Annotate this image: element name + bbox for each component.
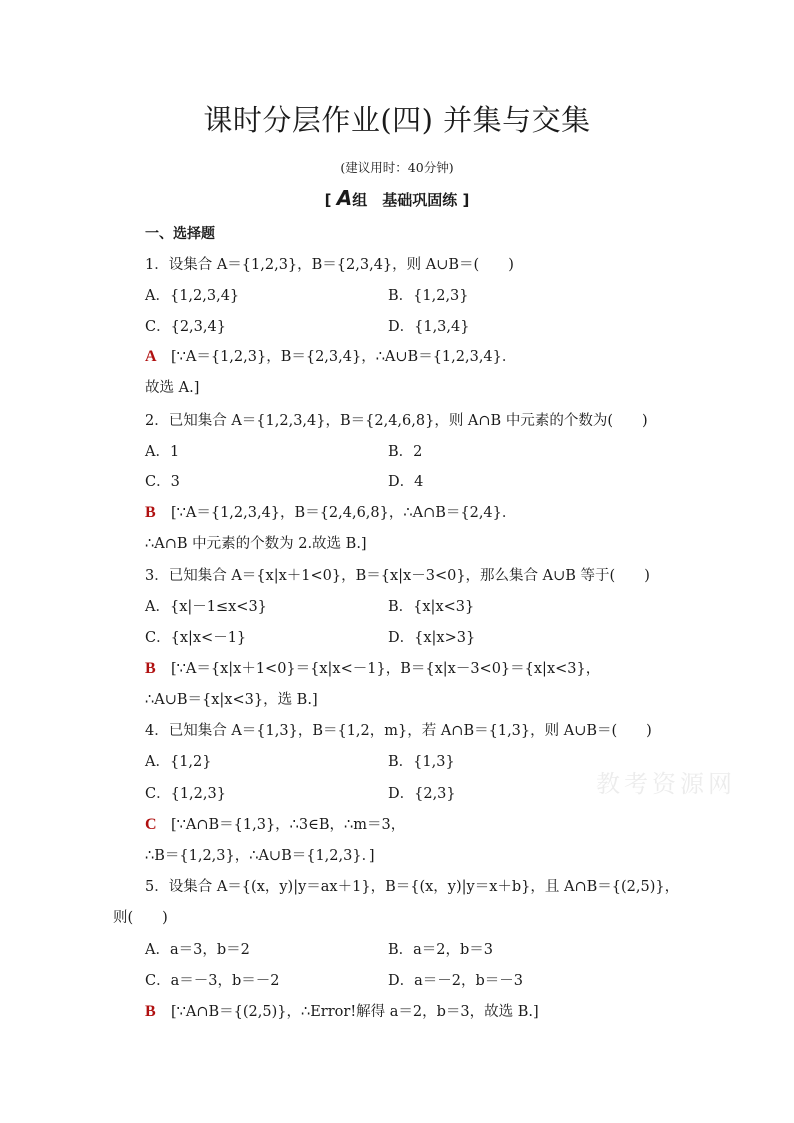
question-5-stem-continued: 则( ) bbox=[113, 910, 168, 926]
question-2-option-b: B．2 bbox=[388, 444, 423, 460]
question-4-option-b: B．{1,3} bbox=[388, 754, 455, 770]
question-2-solution-line-2: ∴A∩B 中元素的个数为 2.故选 B.] bbox=[145, 536, 367, 552]
question-1-option-c: C．{2,3,4} bbox=[145, 319, 226, 335]
question-3-option-a: A．{x|－1≤x<3} bbox=[145, 599, 267, 615]
question-1-option-d: D．{1,3,4} bbox=[388, 319, 470, 335]
question-3-option-d: D．{x|x>3} bbox=[388, 630, 476, 646]
question-3-answer: B bbox=[145, 660, 156, 677]
question-5-solution-line-1: [∵A∩B＝{(2,5)}，∴Error!解得 a＝2，b＝3，故选 B.] bbox=[171, 1004, 539, 1020]
question-4-solution bbox=[145, 815, 405, 837]
question-5-option-b: B．a＝2，b＝3 bbox=[388, 942, 494, 958]
suggested-time: (建议用时：40分钟) bbox=[340, 160, 454, 175]
question-3-option-c: C．{x|x<－1} bbox=[145, 630, 247, 646]
group-bracket-open: [ bbox=[324, 191, 332, 209]
question-5-option-a: A．a＝3，b＝2 bbox=[145, 942, 250, 958]
question-4-option-d: D．{2,3} bbox=[388, 786, 456, 802]
question-5-solution bbox=[145, 1002, 539, 1024]
question-2-option-c: C．3 bbox=[145, 474, 180, 490]
watermark: 教考资源网 bbox=[596, 770, 736, 798]
question-2-option-a: A．1 bbox=[145, 444, 180, 460]
question-5-answer: B bbox=[145, 1003, 156, 1020]
question-2-solution bbox=[145, 503, 516, 525]
group-heading bbox=[0, 186, 794, 210]
question-1-solution-line-1: [∵A＝{1,2,3}，B＝{2,3,4}，∴A∪B＝{1,2,3,4}． bbox=[171, 349, 517, 365]
question-4-stem: 4．已知集合 A＝{1,3}，B＝{1,2，m}，若 A∩B＝{1,3}，则 A∪B＝( ) bbox=[145, 723, 652, 739]
question-3-option-b: B．{x|x<3} bbox=[388, 599, 475, 615]
question-2-answer: B bbox=[145, 504, 156, 521]
question-1-answer: A bbox=[145, 348, 157, 365]
question-4-answer: C bbox=[145, 816, 157, 833]
group-letter: A bbox=[336, 186, 353, 210]
section-heading: 一、选择题 bbox=[145, 226, 215, 242]
question-3-solution bbox=[145, 659, 600, 681]
page-title: 课时分层作业(四) 并集与交集 bbox=[203, 103, 591, 137]
question-4-solution-line-2: ∴B＝{1,2,3}，∴A∪B＝{1,2,3}．] bbox=[145, 848, 375, 864]
question-1-option-a: A．{1,2,3,4} bbox=[145, 288, 240, 304]
question-3-solution-line-2: ∴A∪B＝{x|x<3}，选 B.] bbox=[145, 692, 318, 708]
question-1-stem: 1．设集合 A＝{1,2,3}，B＝{2,3,4}，则 A∪B＝( ) bbox=[145, 257, 514, 273]
question-4-option-a: A．{1,2} bbox=[145, 754, 212, 770]
question-3-stem: 3．已知集合 A＝{x|x＋1<0}，B＝{x|x－3<0}，那么集合 A∪B 等于( ) bbox=[145, 568, 650, 584]
group-bracket-close: ] bbox=[462, 191, 470, 209]
question-5-option-c: C．a＝－3，b＝－2 bbox=[145, 973, 280, 989]
question-4-option-c: C．{1,2,3} bbox=[145, 786, 226, 802]
question-2-solution-line-1: [∵A＝{1,2,3,4}，B＝{2,4,6,8}，∴A∩B＝{2,4}． bbox=[171, 505, 517, 521]
group-label: 组 基础巩固练 bbox=[352, 191, 458, 209]
question-2-stem: 2．已知集合 A＝{1,2,3,4}，B＝{2,4,6,8}，则 A∩B 中元素的个数为( ) bbox=[145, 413, 648, 429]
question-5-stem: 5．设集合 A＝{(x，y)|y＝ax＋1}，B＝{(x，y)|y＝x＋b}，且 A∩B＝{(2,5)}， bbox=[145, 879, 680, 895]
question-5-option-d: D．a＝－2，b＝－3 bbox=[388, 973, 524, 989]
question-3-solution-line-1: [∵A＝{x|x＋1<0}＝{x|x<－1}，B＝{x|x－3<0}＝{x|x<3}， bbox=[171, 661, 601, 677]
question-2-option-d: D．4 bbox=[388, 474, 424, 490]
question-1-solution bbox=[145, 347, 516, 369]
question-1-solution-line-2: 故选 A.] bbox=[145, 380, 200, 396]
question-4-solution-line-1: [∵A∩B＝{1,3}，∴3∈B，∴m＝3， bbox=[171, 817, 406, 833]
question-1-option-b: B．{1,2,3} bbox=[388, 288, 469, 304]
